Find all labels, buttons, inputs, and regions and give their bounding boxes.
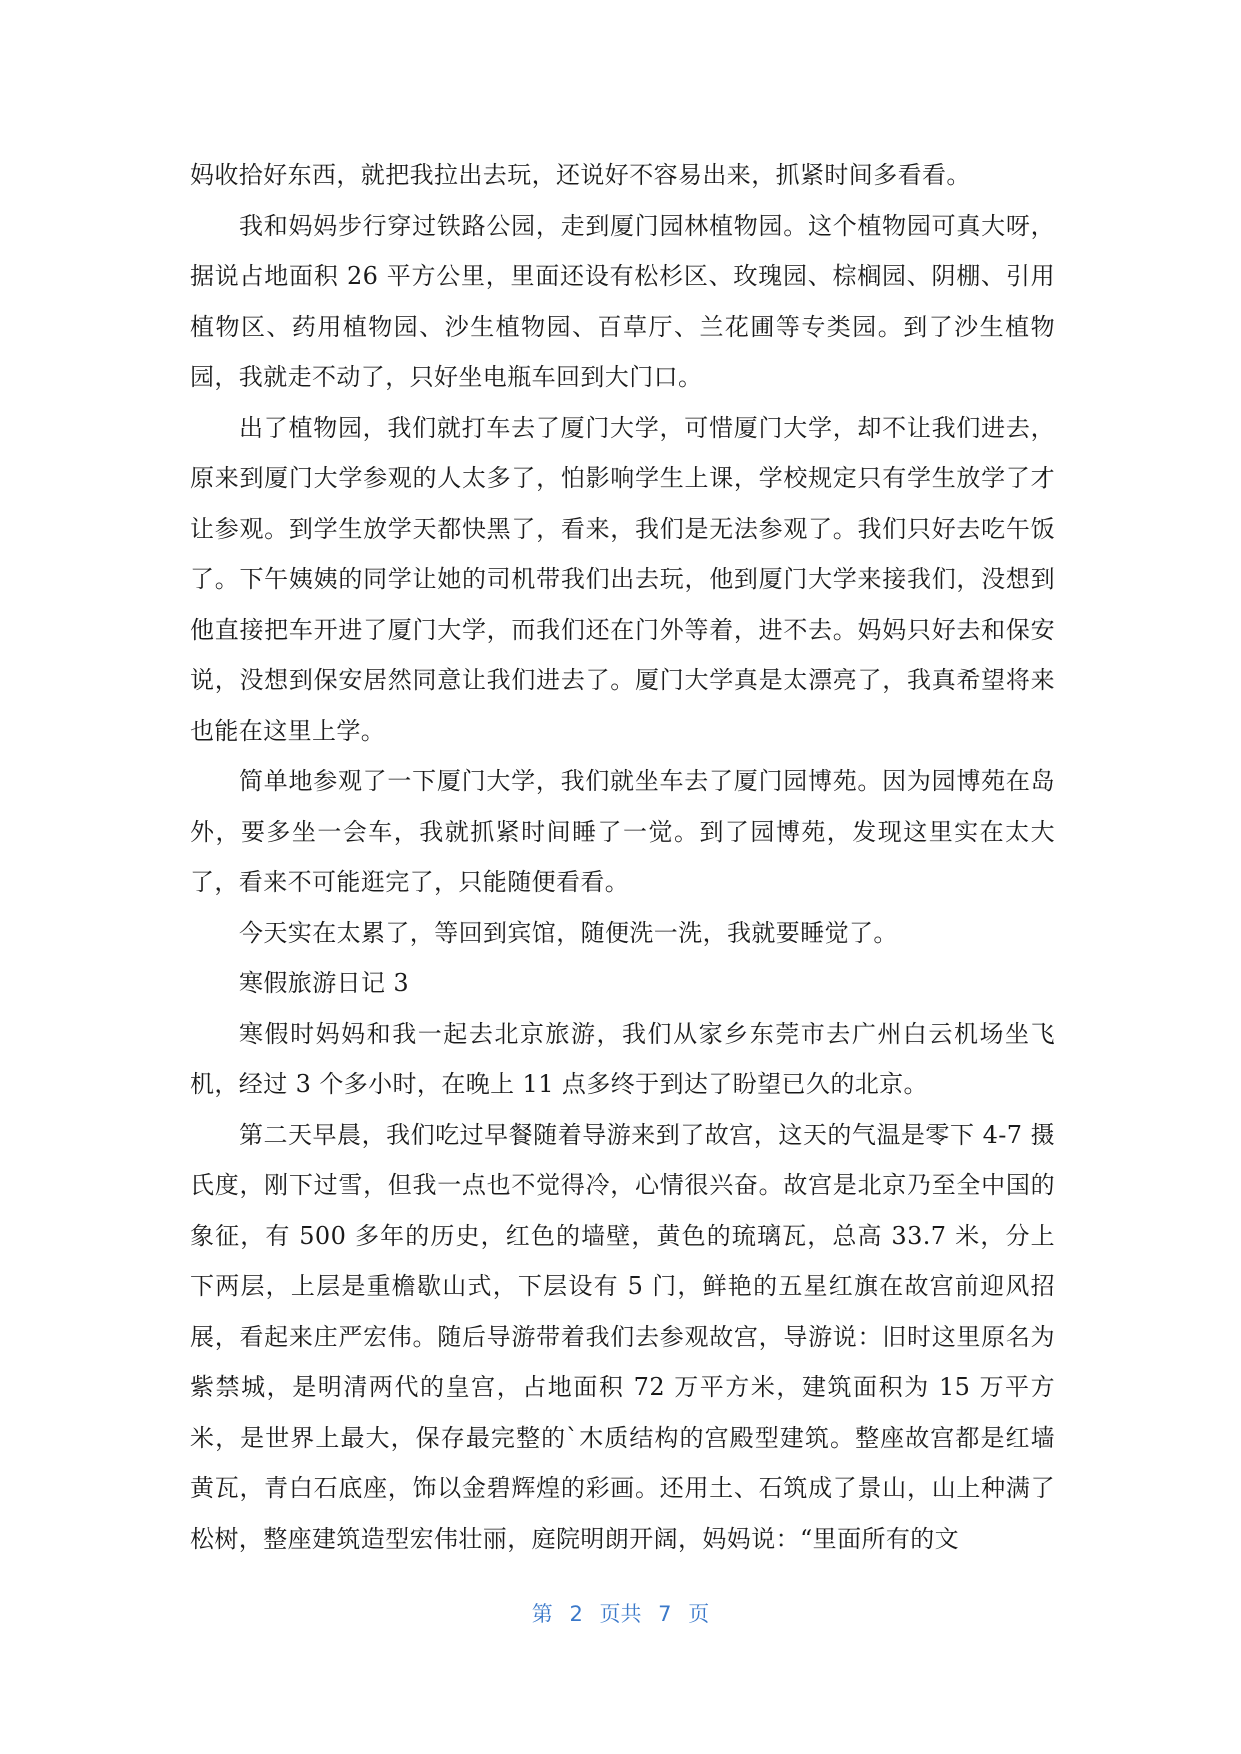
paragraph: 今天实在太累了，等回到宾馆，随便洗一洗，我就要睡觉了。 — [239, 918, 898, 947]
paragraph: 寒假时妈妈和我一起去北京旅游，我们从家乡东莞市去广州白云机场坐飞机，经过 3 个多小时，在晚上 11 点多终于到达了盼望已久的北京。 — [190, 1019, 1055, 1098]
section-heading: 寒假旅游日记 3 — [239, 969, 410, 997]
paragraph: 简单地参观了一下厦门大学，我们就坐车去了厦门园博苑。因为园博苑在岛外，要多坐一会车，我就抓紧时间睡了一觉。到了园博苑，发现这里实在太大了，看来不可能逛完了，只能随便看看。 — [190, 767, 1055, 896]
paragraph: 妈收拾好东西，就把我拉出去玩，还说好不容易出来，抓紧时间多看看。 — [190, 161, 971, 189]
document-body — [190, 150, 1055, 1564]
paragraph: 我和妈妈步行穿过铁路公园，走到厦门园林植物园。这个植物园可真大呀，据说占地面积 26 平方公里，里面还设有松杉区、玫瑰园、棕榈园、阴棚、引用植物区、药用植物园、沙生植物园、百草厅、兰花圃等专类园。到了沙生植物园，我就走不动了，只好坐电瓶车回到大门口。 — [190, 211, 1055, 391]
page-number-footer: 第 2 页共 7 页 — [531, 1602, 710, 1626]
paragraph: 第二天早晨，我们吃过早餐随着导游来到了故宫，这天的气温是零下 4-7 摄氏度，刚下过雪，但我一点也不觉得冷，心情很兴奋。故宫是北京乃至全中国的象征，有 500 多年的历史，红色的墙壁，黄色的琉璃瓦，总高 33.7 米，分上下两层，上层是重檐歇山式，下层设有 5 门，鲜艳的五星红旗在故宫前迎风招展，看起来庄严宏伟。随后导游带着我们去参观故宫，导游说：旧时这里原名为紫禁城，是明清两代的皇宫，占地面积 72 万平方米，建筑面积为 15 万平方米，是世界上最大，保存最完整的`木质结构的宫殿型建筑。整座故宫都是红墙黄瓦，青白石底座，饰以金碧辉煌的彩画。还用土、石筑成了景山，山上种满了松树，整座建筑造型宏伟壮丽，庭院明朗开阔，妈妈说：“里面所有的文 — [190, 1120, 1055, 1553]
paragraph: 出了植物园，我们就打车去了厦门大学，可惜厦门大学，却不让我们进去，原来到厦门大学参观的人太多了，怕影响学生上课，学校规定只有学生放学了才让参观。到学生放学天都快黑了，看来，我们是无法参观了。我们只好去吃午饭了。下午姨姨的同学让她的司机带我们出去玩，他到厦门大学来接我们，没想到他直接把车开进了厦门大学，而我们还在门外等着，进不去。妈妈只好去和保安说，没想到保安居然同意让我们进去了。厦门大学真是太漂亮了，我真希望将来也能在这里上学。 — [190, 413, 1055, 745]
